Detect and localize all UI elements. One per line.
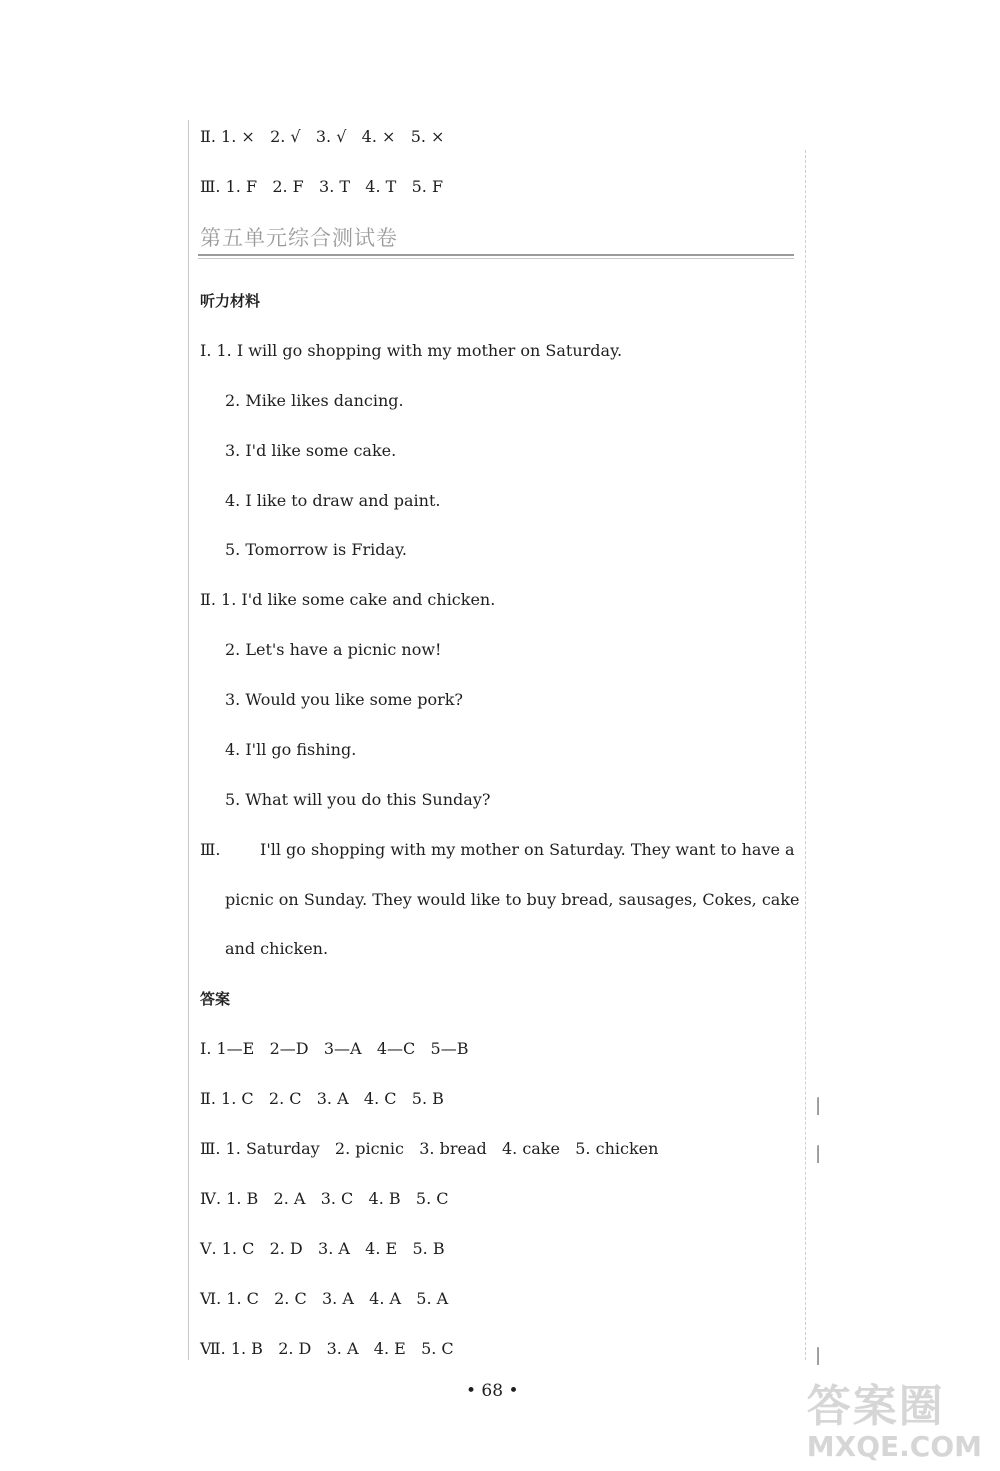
margin-mark: | (815, 1345, 822, 1366)
listening-line: 3. I'd like some cake. (225, 441, 397, 460)
answers-heading: 答案 (200, 990, 231, 1008)
answer-row: Ⅱ. 1. C 2. C 3. A 4. C 5. B (200, 1089, 444, 1108)
right-margin-rule (805, 150, 807, 1360)
listening-line: Ⅱ. 1. I'd like some cake and chicken. (200, 590, 496, 609)
watermark-logo (807, 1383, 982, 1463)
answer-line-part2: Ⅱ. 1. × 2. √ 3. √ 4. × 5. × (200, 127, 445, 146)
answer-row: Ⅲ. 1. Saturday 2. picnic 3. bread 4. cake 5. chicken (200, 1139, 659, 1158)
answer-row: Ⅳ. 1. B 2. A 3. C 4. B 5. C (200, 1189, 449, 1208)
answer-line-part3: Ⅲ. 1. F 2. F 3. T 4. T 5. F (200, 177, 444, 196)
listening-line: 2. Mike likes dancing. (225, 391, 404, 410)
answer-row: Ⅴ. 1. C 2. D 3. A 4. E 5. B (200, 1239, 445, 1258)
listening-line: 3. Would you like some pork? (225, 690, 464, 709)
margin-mark: | (815, 1143, 822, 1164)
listening-paragraph-line: and chicken. (225, 939, 329, 958)
section-title: 第五单元综合测试卷 (200, 226, 398, 250)
answer-row: Ⅶ. 1. B 2. D 3. A 4. E 5. C (200, 1339, 454, 1358)
listening-line: 5. What will you do this Sunday? (225, 790, 491, 809)
margin-mark: | (815, 1095, 822, 1116)
watermark-text: 答案圈 (806, 1381, 945, 1432)
listening-paragraph-line: I'll go shopping with my mother on Saturday. They want to have a (260, 840, 795, 859)
answer-row: Ⅰ. 1—E 2—D 3—A 4—C 5—B (200, 1039, 469, 1058)
listening-paragraph-line: picnic on Sunday. They would like to buy bread, sausages, Cokes, cake (225, 890, 800, 909)
listening-heading: 听力材料 (200, 292, 261, 310)
listening-line: 4. I'll go fishing. (225, 740, 357, 759)
listening-line: 4. I like to draw and paint. (225, 491, 441, 510)
left-margin-rule (188, 120, 189, 1360)
answer-row: Ⅵ. 1. C 2. C 3. A 4. A 5. A (200, 1289, 449, 1308)
listening-line: 5. Tomorrow is Friday. (225, 540, 407, 559)
watermark-url: MXQE.COM (806, 1430, 982, 1463)
title-underline (198, 254, 794, 256)
listening-part3-label: Ⅲ. (200, 840, 221, 859)
page-number: • 68 • (466, 1381, 519, 1401)
listening-line: 2. Let's have a picnic now! (225, 640, 442, 659)
title-underline-thin (198, 258, 794, 259)
listening-line: Ⅰ. 1. I will go shopping with my mother on Saturday. (200, 341, 623, 360)
